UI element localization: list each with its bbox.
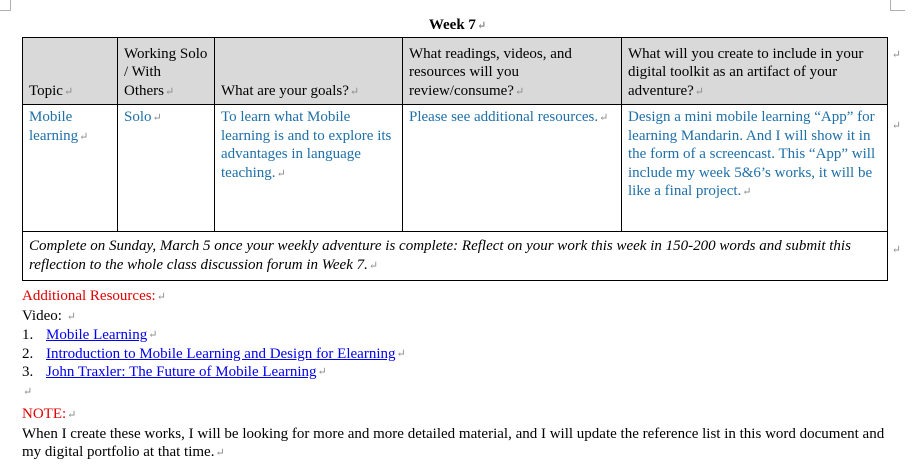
list-item: 3. John Traxler: The Future of Mobile Learning ↵: [22, 364, 327, 380]
cell-goals: To learn what Mobile learning is and to explore its advantages in language teaching.↵: [215, 105, 403, 232]
cell-topic: Mobile learning↵: [23, 105, 118, 232]
link-john-traxler[interactable]: John Traxler: The Future of Mobile Learning: [46, 364, 317, 380]
reflection-row: [23, 232, 888, 281]
reflection-cell: Complete on Sunday, March 5 once your weekly adventure is complete: Reflect on your work this week in 150-200 words and submit this reflection to the whole class discussion forum in Week 7.↵: [23, 232, 888, 281]
video-label: Video: ↵: [22, 307, 76, 324]
plan-table: [22, 37, 888, 281]
page-corner-mark-left: [0, 0, 11, 11]
cell-working: Solo↵: [118, 105, 215, 232]
empty-paragraph: ↵: [23, 385, 33, 398]
page-corner-mark-right: [890, 0, 905, 11]
table-header-row: [23, 38, 888, 105]
header-working: Working Solo / With Others↵: [118, 38, 215, 105]
list-item: 1. Mobile Learning ↵: [22, 327, 158, 343]
header-goals: What are your goals?↵: [215, 38, 403, 105]
paragraph-mark-icon: ↵: [476, 20, 487, 32]
resources-section: [22, 287, 887, 401]
resources-heading: Additional Resources:↵: [22, 288, 166, 304]
page-title: [0, 15, 915, 36]
video-link-list: [22, 326, 887, 382]
list-item: 2. Introduction to Mobile Learning and Design for Elearning ↵: [22, 345, 406, 362]
link-mobile-learning[interactable]: Mobile Learning: [46, 327, 148, 343]
note-section: [22, 405, 887, 463]
link-intro-mobile-learning[interactable]: Introduction to Mobile Learning and Design for Elearning: [46, 345, 396, 362]
cell-artifact: Design a mini mobile learning “App” for learning Mandarin. And I will show it in the form of a screencast. This “App” will include my week 5&6’s works, it will be like a final project.↵: [622, 105, 888, 232]
header-artifact: What will you create to include in your digital toolkit as an artifact of your adventure?↵: [622, 38, 888, 105]
note-heading: NOTE:↵: [22, 406, 77, 422]
row-end-mark: ↵: [891, 49, 901, 61]
table-row: [23, 105, 888, 232]
title-text: Week 7: [428, 17, 476, 33]
header-topic: Topic↵: [23, 38, 118, 105]
row-end-mark: ↵: [891, 244, 901, 256]
row-end-mark: ↵: [891, 120, 901, 132]
cell-resources: Please see additional resources.↵: [403, 105, 622, 232]
header-resources: What readings, videos, and resources will you review/consume?↵: [403, 38, 622, 105]
note-text: When I create these works, I will be looking for more and more detailed material, and I will update the reference list in this word document and my digital portfolio at that time.↵: [22, 425, 885, 460]
